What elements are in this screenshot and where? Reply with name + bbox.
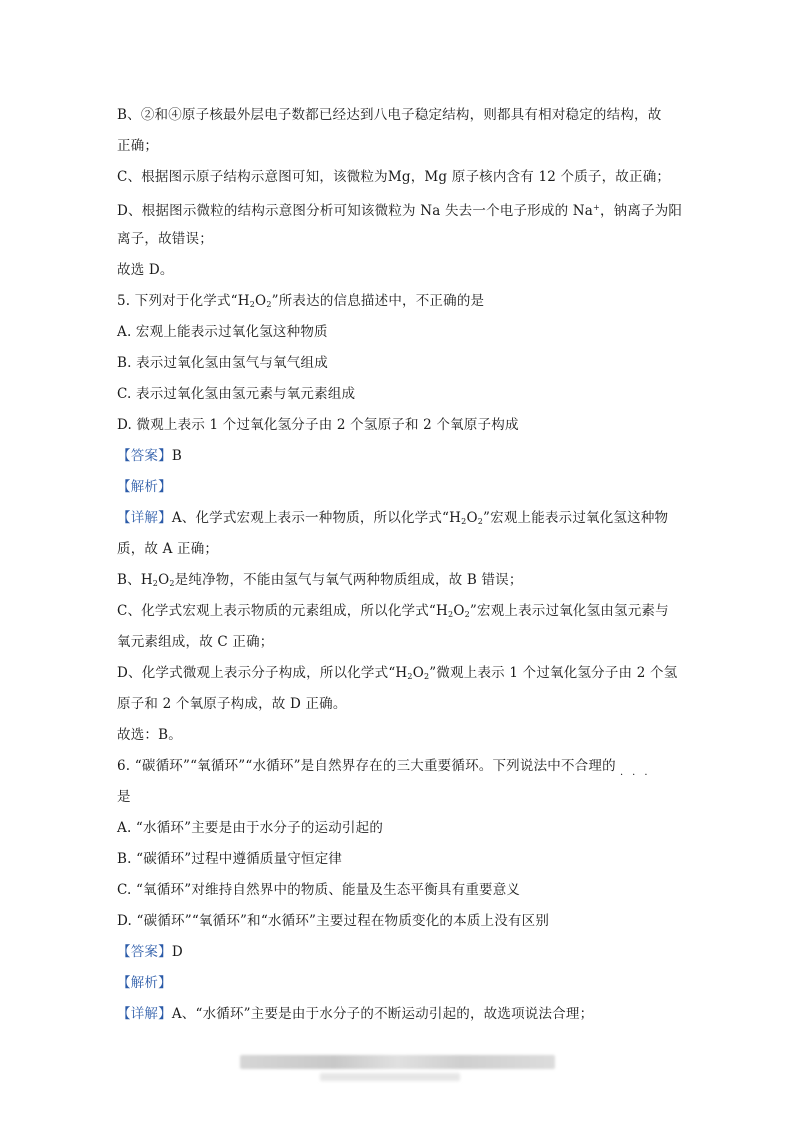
text-segment: 5. 下列对于化学式“H: [117, 293, 250, 309]
detail-5-line: 氧元素组成，故 C 正确；: [117, 634, 274, 650]
subscript: 2: [461, 517, 467, 526]
text-segment: O: [466, 510, 478, 526]
detail-5-line: [117, 602, 669, 624]
text-segment: O: [412, 665, 424, 681]
question-6-stem: 6. “碳循环”“氧循环”“水循环”是自然界存在的三大重要循环。下列说法中不合理的: [117, 758, 616, 774]
analysis-5: [117, 478, 172, 496]
text-segment: O: [158, 572, 170, 588]
text-segment: ，钠离子为阳: [599, 203, 683, 219]
question-6-option-c: C. “氧循环”对维持自然界中的物质、能量及生态平衡具有重要意义: [117, 882, 521, 898]
detail-5-line: [117, 571, 523, 593]
subscript: 2: [448, 610, 454, 619]
emphasis-dots: ···: [620, 770, 657, 781]
subscript: 2: [423, 672, 430, 681]
detail-5-line: 故选：B。: [117, 727, 182, 743]
text-segment: D、根据图示微粒的结构示意图分析可知该微粒为 Na 失去一个电子形成的 Na: [117, 203, 594, 219]
subscript: 2: [266, 300, 272, 309]
question-5-stem: [117, 292, 484, 314]
question-5-option-a: A. 宏观上能表示过氧化氢这种物质: [117, 324, 328, 340]
question-5-option-d: D. 微观上表示 1 个过氧化氢分子由 2 个氢原子和 2 个氧原子构成: [117, 417, 519, 433]
text-segment: ”宏观上表示过氧化氢由氢元素与: [469, 603, 669, 619]
question-5-option-b: B. 表示过氧化氢由氢气与氧气组成: [117, 355, 328, 371]
text-line: [117, 199, 682, 220]
text-line: B、②和④原子核最外层电子数都已经达到八电子稳定结构，则都具有相对稳定的结构，故: [117, 107, 662, 123]
text-line: 离子，故错误；: [117, 231, 213, 247]
subscript: 2: [477, 517, 484, 526]
text-segment: C、化学式宏观上表示物质的元素组成，所以化学式“H: [117, 603, 449, 619]
text-segment: O: [453, 603, 465, 619]
question-6-option-d: D. “碳循环”“氧循环”和“水循环”主要过程在物质变化的本质上没有区别: [117, 913, 550, 929]
detail-5-line: [117, 664, 677, 686]
question-6-option-a: A. “水循环”主要是由于水分子的运动引起的: [117, 820, 384, 836]
detail-label: 【详解】: [117, 1006, 172, 1022]
detail-6-line: [117, 1005, 593, 1023]
answer-6: [117, 943, 183, 961]
question-6-option-b: B. “碳循环”过程中遵循质量守恒定律: [117, 851, 343, 867]
answer-label: 【答案】: [117, 448, 172, 464]
text-segment: O: [255, 293, 267, 309]
text-segment: A、化学式宏观上表示一种物质，所以化学式“H: [171, 510, 462, 526]
subscript: 2: [464, 610, 470, 619]
subscript: 2: [169, 579, 175, 588]
text-segment: ”所表达的信息描述中，不正确的是: [271, 293, 485, 309]
text-segment: ”宏观上能表示过氧化氢这种物: [483, 510, 669, 526]
answer-5: [117, 447, 182, 465]
analysis-label: 【解析】: [117, 975, 172, 991]
analysis-label: 【解析】: [117, 479, 172, 495]
superscript: +: [593, 203, 600, 212]
subscript: 2: [152, 579, 159, 588]
analysis-6: [117, 974, 172, 992]
answer-value: D: [171, 944, 183, 960]
subscript: 2: [407, 672, 413, 681]
answer-label: 【答案】: [117, 944, 172, 960]
text-line: 故选 D。: [117, 262, 174, 278]
text-segment: 是纯净物，不能由氢气与氧气两种物质组成，故 B 错误；: [174, 572, 523, 588]
detail-label: 【详解】: [117, 510, 172, 526]
text-segment: B、H: [117, 572, 153, 588]
blurred-watermark-sub: [320, 1073, 460, 1081]
question-5-option-c: C. 表示过氧化氢由氢元素与氧元素组成: [117, 386, 356, 402]
text-segment: D、化学式微观上表示分子构成，所以化学式“H: [117, 665, 408, 681]
subscript: 2: [249, 300, 256, 309]
blurred-watermark: [240, 1055, 555, 1069]
text-line: 正确；: [117, 138, 159, 154]
question-6-stem-cont: 是: [117, 789, 131, 805]
detail-5-line: 原子和 2 个氧原子构成，故 D 正确。: [117, 696, 347, 712]
detail-5-line: 质，故 A 正确；: [117, 541, 219, 557]
text-segment: A、“水循环”主要是由于水分子的不断运动引起的，故选项说法合理；: [171, 1006, 594, 1022]
detail-5-line: [117, 509, 668, 531]
answer-value: B: [171, 448, 182, 464]
text-segment: ”微观上表示 1 个过氧化氢分子由 2 个氢: [429, 665, 678, 681]
text-line: C、根据图示原子结构示意图可知，该微粒为Mg，Mg 原子核内含有 12 个质子，故正确；: [117, 169, 671, 185]
